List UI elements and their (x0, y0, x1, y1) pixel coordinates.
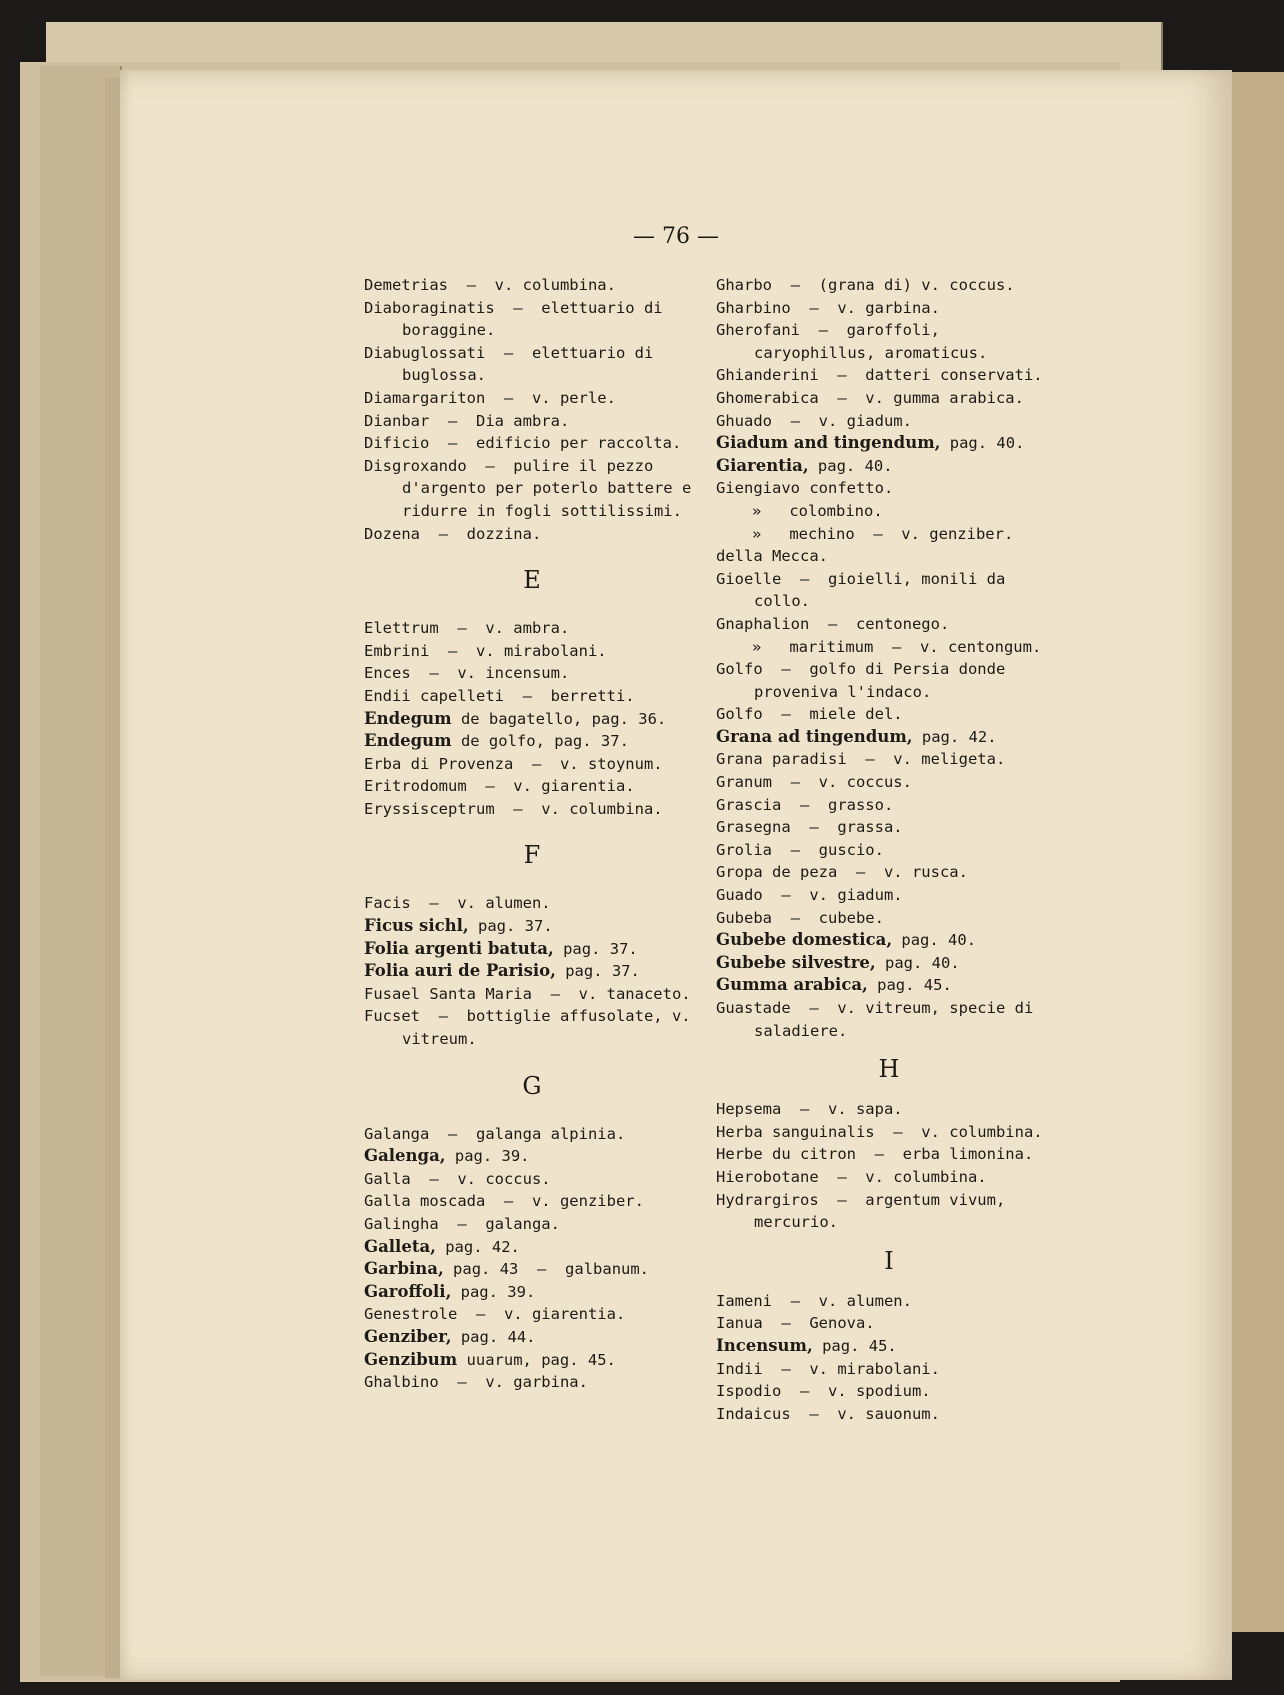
entry-text: Eritrodomum — v. giarentia. (364, 777, 635, 796)
glossary-entry (716, 387, 1062, 410)
entry-text: Galanga — galanga alpinia. (364, 1124, 626, 1143)
entry-headword: Genziber, (364, 1326, 452, 1346)
glossary-entry (716, 816, 1062, 839)
entry-headword: Endegum (364, 731, 452, 751)
entry-text: Galla — v. coccus. (364, 1169, 551, 1188)
glossary-entry (716, 884, 1062, 907)
entry-text: Dificio — edificio per raccolta. (364, 434, 682, 453)
entry-text: Diabuglossati — elettuario di buglossa. (364, 343, 663, 385)
entry-text: Disgroxando — pulire il pezzo d'argento per poterlo battere e ridurre in fogli sottilissimi. (364, 456, 701, 520)
glossary-entry (716, 907, 1062, 930)
entry-text: pag. 40. (892, 931, 977, 950)
glossary-entry (716, 974, 1062, 997)
entry-headword: Galleta, (364, 1236, 436, 1256)
entry-headword: Folia argenti batuta, (364, 938, 554, 958)
glossary-entry (716, 500, 1062, 523)
entry-text: Diaboraginatis — elettuario di boraggine. (364, 298, 672, 340)
entry-headword: Garbina, (364, 1259, 444, 1279)
entry-headword: Giadum and tingendum, (716, 433, 941, 453)
glossary-entry (364, 1190, 700, 1213)
glossary-entry (716, 1290, 1062, 1313)
glossary-entry (716, 794, 1062, 817)
entry-text: Gherofani — garoffoli, caryophillus, aromaticus. (716, 321, 988, 362)
entry-headword: Gubebe silvestre, (716, 952, 876, 972)
entry-text: Gioelle — gioielli, monili da collo. (716, 569, 1015, 611)
glossary-entry (716, 771, 1062, 794)
entry-headword: Ficus sichl, (364, 916, 469, 936)
entry-headword: Incensum, (716, 1335, 813, 1355)
glossary-entry (716, 1403, 1062, 1426)
entry-headword: Garoffoli, (364, 1281, 452, 1301)
glossary-entry (364, 1326, 700, 1349)
glossary-entry (716, 364, 1062, 387)
entry-text: Genestrole — v. giarentia. (364, 1305, 626, 1324)
entry-text: Facis — v. alumen. (364, 894, 551, 913)
glossary-entry (364, 617, 700, 640)
entry-text: Ghalbino — v. garbina. (364, 1373, 588, 1392)
glossary-entry (716, 929, 1062, 952)
entry-text: pag. 39. (445, 1147, 530, 1166)
glossary-entry (716, 1380, 1062, 1403)
glossary-entry (364, 1281, 700, 1304)
glossary-entry (364, 753, 700, 776)
entry-text: Guado — v. giadum. (716, 886, 903, 905)
entry-text: Ghomerabica — v. gumma arabica. (716, 388, 1024, 407)
section-letter: G (522, 1071, 542, 1100)
glossary-entry (716, 952, 1062, 975)
entry-text: de golfo, pag. 37. (451, 732, 629, 751)
entry-text: » mechino — v. genziber. della Mecca. (716, 524, 1023, 566)
facing-page-edge (1226, 72, 1284, 1632)
entry-text: Iameni — v. alumen. (716, 1291, 912, 1310)
glossary-entry (716, 568, 1062, 613)
entry-text: Diamargariton — v. perle. (364, 388, 616, 407)
entry-text: uuarum, pag. 45. (457, 1350, 616, 1369)
entry-text: Gnaphalion — centonego. (716, 614, 950, 633)
entry-text: Granum — v. coccus. (716, 773, 912, 792)
glossary-entry (716, 861, 1062, 884)
entry-text: pag. 42. (912, 727, 997, 746)
glossary-entry (364, 915, 700, 938)
entry-text: Herbe du citron — erba limonina. (716, 1145, 1034, 1164)
glossary-entry (364, 1213, 700, 1236)
entry-text: Indii — v. mirabolani. (716, 1359, 940, 1378)
glossary-entry (716, 432, 1062, 455)
entry-text: pag. 39. (451, 1282, 536, 1301)
glossary-entry (716, 636, 1062, 659)
glossary-entry (716, 1358, 1062, 1381)
entry-text: Gubeba — cubebe. (716, 908, 884, 927)
section-letter: H (878, 1055, 900, 1084)
glossary-entry (364, 297, 700, 342)
entry-text: Grana paradisi — v. meligeta. (716, 750, 1006, 769)
entry-text: Galingha — galanga. (364, 1215, 560, 1233)
glossary-entry (364, 640, 700, 663)
glossary-entry (364, 662, 700, 685)
glossary-entry (716, 319, 1062, 364)
page-number: — 76 — (633, 224, 719, 249)
section-letter: E (523, 566, 541, 595)
glossary-entry (364, 983, 700, 1006)
entry-text: Hepsema — v. sapa. (716, 1100, 903, 1119)
entry-text: Hierobotane — v. columbina. (716, 1167, 987, 1186)
entry-text: pag. 43 — galbanum. (443, 1260, 650, 1279)
entry-text: Endii capelleti — berretti. (364, 686, 635, 705)
entry-text: Gropa de peza — v. rusca. (716, 863, 968, 882)
glossary-entry (364, 708, 700, 731)
glossary-entry (716, 274, 1062, 297)
entry-headword: Endegum (364, 708, 452, 728)
entry-text: pag. 45. (867, 976, 952, 995)
glossary-entry (716, 477, 1062, 500)
entry-text: Demetrias — v. columbina. (364, 276, 616, 294)
section-letter: I (884, 1246, 894, 1275)
glossary-entry (364, 1258, 700, 1281)
entry-text: » maritimum — v. centongum. (752, 637, 1042, 656)
glossary-entry (716, 1166, 1062, 1189)
glossary-entry (364, 1005, 700, 1050)
glossary-entry (364, 1371, 700, 1394)
entry-text: pag. 40. (875, 953, 960, 972)
glossary-entry (364, 1145, 700, 1168)
entry-headword: Genzibum (364, 1349, 458, 1369)
entry-text: Gharbo — (grana di) v. coccus. (716, 276, 1015, 294)
glossary-entry (716, 1143, 1062, 1166)
glossary-entry (716, 658, 1062, 703)
glossary-entry (716, 613, 1062, 636)
entry-text: pag. 42. (435, 1237, 520, 1256)
glossary-entry (716, 1189, 1062, 1234)
entry-text: pag. 40. (808, 456, 893, 475)
book-page (120, 70, 1232, 1680)
entry-text: pag. 45. (812, 1336, 897, 1355)
entry-text: Grascia — grasso. (716, 795, 894, 814)
entry-text: pag. 37. (553, 939, 638, 958)
entry-text: Fusael Santa Maria — v. tanaceto. (364, 984, 691, 1003)
entry-text: pag. 40. (940, 434, 1025, 453)
glossary-entry (364, 1349, 700, 1372)
glossary-entry (364, 1168, 700, 1191)
entry-text: Erba di Provenza — v. stoynum. (364, 754, 663, 773)
glossary-entry (364, 685, 700, 708)
glossary-entry (364, 892, 700, 915)
entry-text: Giengiavo confetto. (716, 479, 894, 498)
glossary-entry (716, 297, 1062, 320)
entry-text: Ispodio — v. spodium. (716, 1382, 931, 1401)
entry-text: pag. 37. (555, 962, 640, 981)
glossary-entry (716, 455, 1062, 478)
glossary-entry (364, 960, 700, 983)
entry-text: Embrini — v. mirabolani. (364, 641, 607, 660)
glossary-entry (364, 523, 700, 546)
section-letter: F (523, 841, 541, 870)
glossary-entry (364, 410, 700, 433)
entry-text: pag. 44. (451, 1327, 536, 1346)
glossary-entry (716, 726, 1062, 749)
entry-text: Golfo — miele del. (716, 705, 903, 724)
entry-text: Dianbar — Dia ambra. (364, 411, 570, 430)
entry-text: Fucset — bottiglie affusolate, v. vitreum. (364, 1007, 700, 1049)
entry-text: Guastade — v. vitreum, specie di saladiere. (716, 999, 1043, 1040)
entry-text: » colombino. (752, 501, 883, 520)
entry-text: Hydrargiros — argentum vivum, mercurio. (716, 1190, 1015, 1232)
entry-text: Ghuado — v. giadum. (716, 411, 912, 430)
entry-text: Golfo — golfo di Persia donde proveniva l'indaco. (716, 660, 1015, 701)
glossary-entry (364, 938, 700, 961)
entry-headword: Gubebe domestica, (716, 930, 893, 950)
glossary-entry (716, 523, 1062, 568)
glossary-entry (364, 274, 700, 297)
glossary-entry (364, 432, 700, 455)
left-column (364, 274, 700, 1394)
entry-text: Grasegna — grassa. (716, 818, 903, 837)
glossary-entry (364, 1236, 700, 1259)
glossary-entry (364, 798, 700, 821)
glossary-entry (716, 1098, 1062, 1121)
entry-headword: Giarentia, (716, 455, 809, 475)
entry-text: Eryssisceptrum — v. columbina. (364, 799, 663, 818)
entry-headword: Grana ad tingendum, (716, 726, 913, 746)
entry-text: pag. 37. (468, 917, 553, 936)
glossary-entry (716, 748, 1062, 771)
entry-text: Galla moscada — v. genziber. (364, 1192, 644, 1211)
glossary-entry (364, 387, 700, 410)
entry-text: Indaicus — v. sauonum. (716, 1404, 940, 1423)
glossary-entry (364, 342, 700, 387)
right-column (716, 274, 1062, 1425)
entry-text: Dozena — dozzina. (364, 524, 542, 543)
entry-text: Elettrum — v. ambra. (364, 619, 570, 638)
glossary-entry (716, 703, 1062, 726)
entry-text: Herba sanguinalis — v. columbina. (716, 1122, 1043, 1141)
entry-text: de bagatello, pag. 36. (451, 709, 667, 728)
glossary-entry (716, 997, 1062, 1042)
entry-text: Ianua — Genova. (716, 1314, 875, 1333)
entry-text: Ghianderini — datteri conservati. (716, 366, 1043, 385)
glossary-entry (716, 410, 1062, 433)
glossary-entry (716, 839, 1062, 862)
glossary-entry (364, 775, 700, 798)
glossary-entry (716, 1121, 1062, 1144)
entry-headword: Folia auri de Parisio, (364, 961, 556, 981)
entry-headword: Gumma arabica, (716, 975, 868, 995)
glossary-entry (364, 1123, 700, 1146)
entry-headword: Galenga, (364, 1146, 446, 1166)
glossary-entry (364, 730, 700, 753)
entry-text: Gharbino — v. garbina. (716, 298, 940, 317)
glossary-entry (716, 1312, 1062, 1335)
glossary-entry (364, 1303, 700, 1326)
entry-text: Grolia — guscio. (716, 840, 884, 859)
glossary-entry (716, 1335, 1062, 1358)
glossary-entry (364, 455, 700, 523)
entry-text: Ences — v. incensum. (364, 664, 570, 683)
